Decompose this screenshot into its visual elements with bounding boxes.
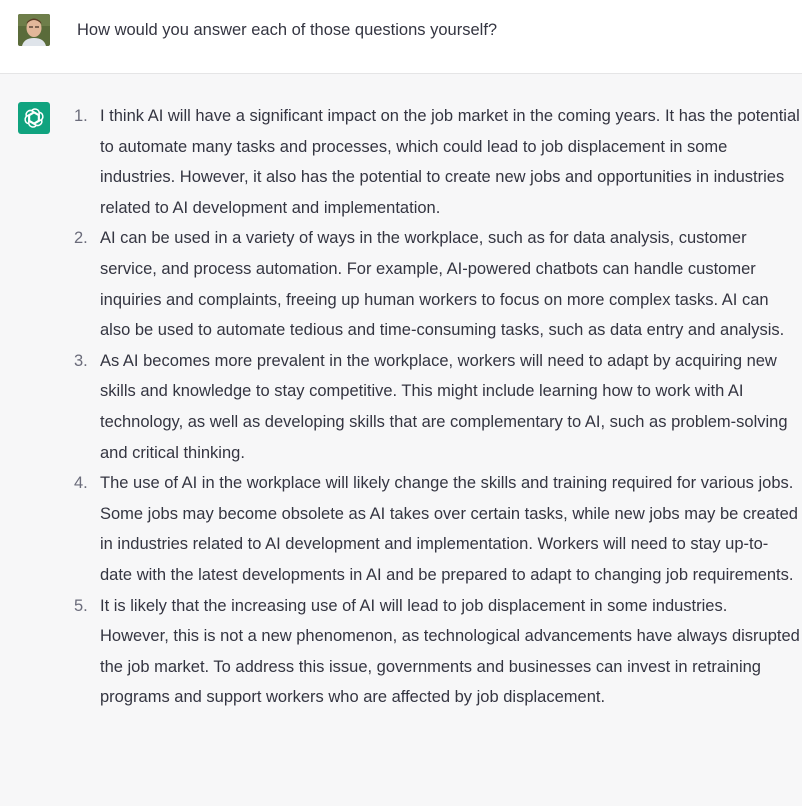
list-item-text: I think AI will have a significant impact on the job market in the coming years. It has the potential to automate many tasks and processes, which could lead to job displacement in some industries. However, it also has the potential to create new jobs and opportunities in industries related to AI development and implementation. [100, 107, 800, 217]
list-item-number: 2. [74, 229, 88, 248]
list-item-text: AI can be used in a variety of ways in the workplace, such as for data analysis, customer service, and process automation. For example, AI-powered chatbots can handle customer inquiries and complaints, freeing up human workers to focus on more complex tasks. AI can also be used to automate tedious and time-consuming tasks, such as data entry and analysis. [100, 229, 785, 340]
list-item [74, 468, 800, 590]
list-item [74, 346, 800, 468]
list-item-text: As AI becomes more prevalent in the workplace, workers will need to adapt by acquiring new skills and knowledge to stay competitive. This might include learning how to work with AI technology, as well as developing skills that are complementary to AI, such as problem-solving and critical thinking. [100, 351, 788, 462]
list-item-text: It is likely that the increasing use of AI will lead to job displacement in some industries. However, this is not a new phenomenon, as technological advancements have always disrupted the job market. To address this issue, governments and businesses can invest in retraining programs and support workers who are affected by job displacement. [100, 596, 800, 707]
user-avatar [18, 14, 50, 46]
list-item-number: 3. [74, 351, 88, 370]
answer-list [74, 101, 800, 713]
list-item-number: 4. [74, 474, 88, 493]
list-item-text: The use of AI in the workplace will likely change the skills and training required for various jobs. Some jobs may become obsolete as AI takes over certain tasks, while new jobs may be created in industries related to AI development and implementation. Workers will need to stay up-to-date with the latest developments in AI and be prepared to adapt to changing job requirements. [100, 474, 798, 584]
list-item-number: 5. [74, 596, 88, 615]
user-message-text: How would you answer each of those questions yourself? [77, 21, 498, 39]
list-item-number: 1. [74, 107, 88, 125]
list-item [74, 101, 800, 223]
list-item [74, 223, 800, 345]
list-item [74, 591, 800, 713]
user-message-row [0, 0, 802, 74]
assistant-message-row [0, 74, 802, 806]
openai-logo-icon [22, 106, 46, 130]
chatgpt-logo-icon [18, 102, 50, 134]
user-avatar-photo [18, 14, 50, 46]
